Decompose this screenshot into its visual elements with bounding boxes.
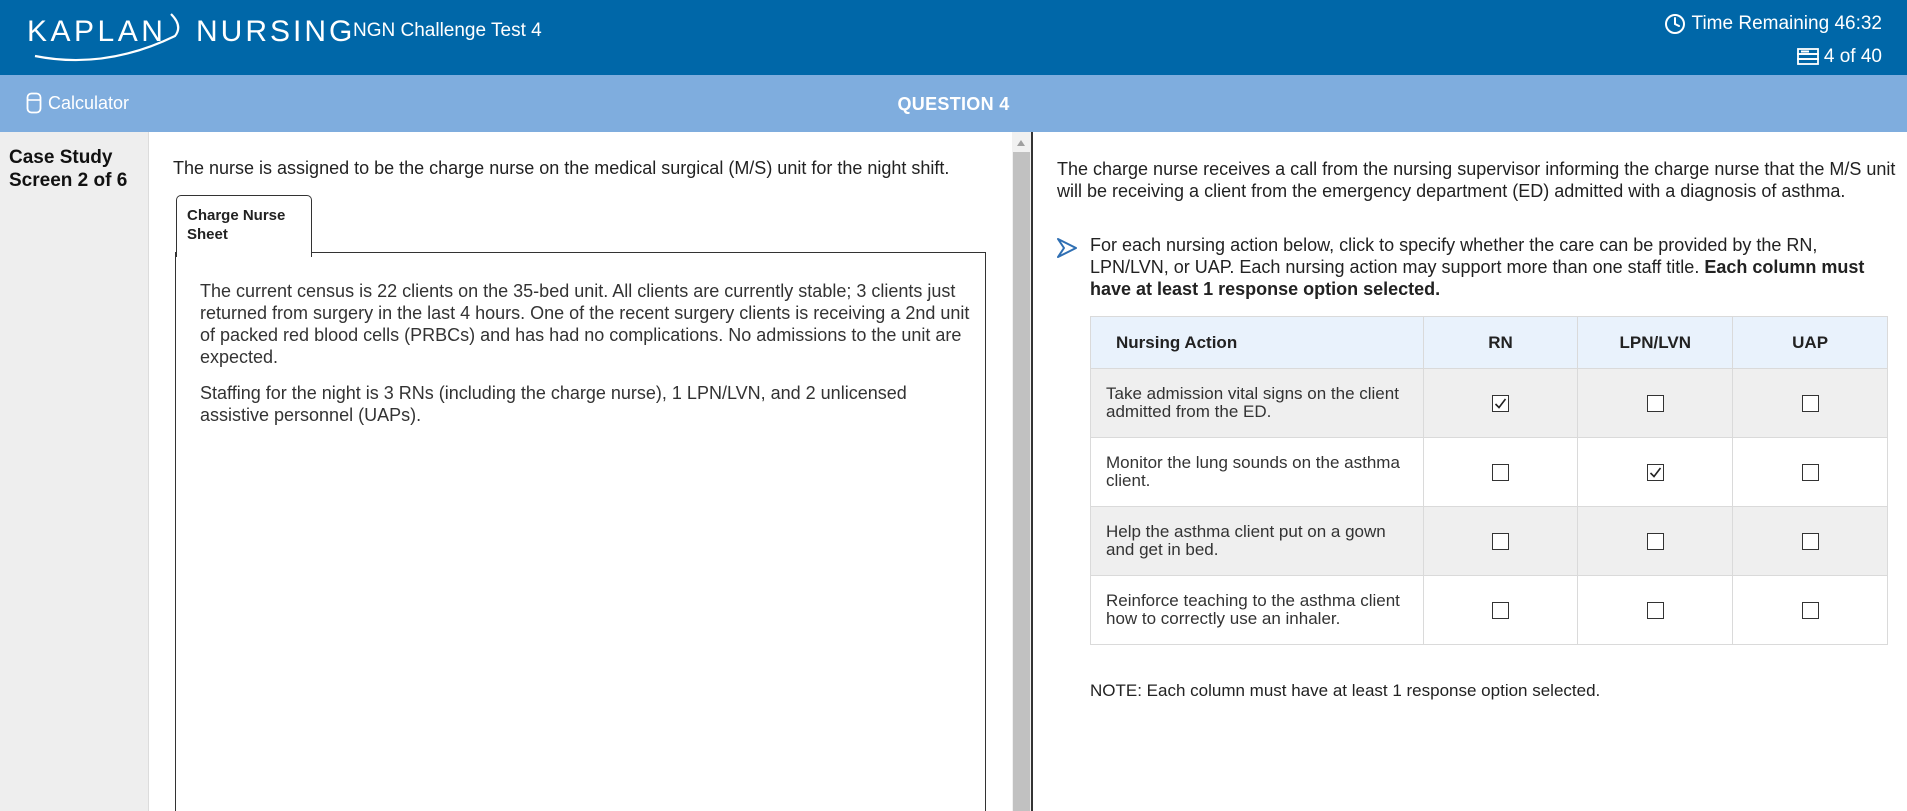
cell-rn [1423,507,1578,576]
toolbar [0,75,1907,132]
calculator-label: Calculator [48,92,130,113]
cell-uap [1733,438,1888,507]
nursing-action-cell: Reinforce teaching to the asthma client how to correctly use an inhaler. [1091,576,1424,645]
header-nursing-action: Nursing Action [1091,317,1424,369]
checkmark-icon [1649,466,1662,479]
instruction-bold-text: Each column must have at least 1 response option selected. [1090,257,1865,299]
tab-label-line1: Charge Nurse [187,207,286,224]
test-title: NGN Challenge Test 4 [353,20,542,41]
case-study-sidebar [0,132,149,811]
question-stack-icon [1796,47,1820,67]
scenario-text: The nurse is assigned to be the charge nurse on the medical surgical (M/S) unit for the night shift. [173,158,950,178]
cell-rn [1423,369,1578,438]
checkbox-lpn-lvn[interactable] [1647,395,1664,412]
question-instruction [1090,234,1880,300]
checkbox-rn[interactable] [1492,602,1509,619]
instruction-text: For each nursing action below, click to specify whether the care can be provided by the RN, LPN/LVN, or UAP. Each nursing action may support more than one staff title. [1090,235,1818,277]
case-study-pane [149,132,1012,811]
checkbox-uap[interactable] [1802,464,1819,481]
checkbox-rn[interactable] [1492,533,1509,550]
tab-charge-nurse-sheet[interactable] [176,195,312,257]
clock-icon [1664,13,1686,35]
logo-kaplan-text: KAPLAN [27,15,167,48]
checkbox-lpn-lvn[interactable] [1647,533,1664,550]
header-rn: RN [1423,317,1578,369]
nursing-action-cell: Monitor the lung sounds on the asthma client. [1091,438,1424,507]
scrollbar-thumb[interactable] [1013,152,1030,811]
cell-uap [1733,369,1888,438]
checkbox-uap[interactable] [1802,533,1819,550]
time-remaining [1664,13,1882,35]
header-lpn-lvn: LPN/LVN [1578,317,1733,369]
charge-nurse-sheet-panel [175,252,986,811]
question-pane [1033,132,1907,811]
cell-lpn-lvn [1578,576,1733,645]
top-header [0,0,1907,75]
cell-uap [1733,576,1888,645]
question-intro: The charge nurse receives a call from the nursing supervisor informing the charge nurse that the M/S unit will be receiving a client from the emergency department (ED) admitted with a diagnosis of asthma. [1057,159,1896,201]
instruction-arrow-icon [1055,236,1079,260]
cell-uap [1733,507,1888,576]
logo-nursing-text: NURSING [196,15,356,48]
case-study-line2: Screen 2 of 6 [9,170,128,191]
cell-lpn-lvn [1578,369,1733,438]
checkbox-uap[interactable] [1802,602,1819,619]
grid-header-row [1091,317,1888,369]
scroll-up-arrow-icon[interactable] [1017,140,1025,146]
header-uap: UAP [1733,317,1888,369]
case-study-line1: Case Study [9,147,113,168]
nursing-action-cell: Help the asthma client put on a gown and get in bed. [1091,507,1424,576]
left-pane-scrollbar[interactable] [1012,132,1031,811]
table-row [1091,507,1888,576]
cell-rn [1423,438,1578,507]
cell-lpn-lvn [1578,438,1733,507]
question-progress[interactable] [1796,46,1882,68]
note-text: NOTE: Each column must have at least 1 response option selected. [1090,681,1601,700]
checkbox-lpn-lvn[interactable] [1647,464,1664,481]
table-row [1091,576,1888,645]
tab-label-line2: Sheet [187,226,228,243]
nursing-action-cell: Take admission vital signs on the client admitted from the ED. [1091,369,1424,438]
question-progress-label: 4 of 40 [1823,46,1882,67]
table-row [1091,369,1888,438]
case-study-label [9,146,127,192]
census-paragraph: The current census is 22 clients on the 35-bed unit. All clients are currently stable; 3 clients just returned from surgery in the last 4 hours. One of the recent surgery clients is receiving a 2nd unit of packed red blood cells (PRBCs) and has had no complications. No admissions to the unit are expected. [200,281,970,367]
staffing-paragraph: Staffing for the night is 3 RNs (including the charge nurse), 1 LPN/LVN, and 2 unlicensed assistive personnel (UAPs). [200,383,907,425]
question-title: QUESTION 4 [897,94,1010,114]
cell-lpn-lvn [1578,507,1733,576]
kaplan-nursing-logo [27,8,356,64]
checkmark-icon [1494,397,1507,410]
checkbox-lpn-lvn[interactable] [1647,602,1664,619]
checkbox-uap[interactable] [1802,395,1819,412]
cell-rn [1423,576,1578,645]
time-remaining-label: Time Remaining 46:32 [1691,13,1882,34]
checkbox-rn[interactable] [1492,395,1509,412]
checkbox-rn[interactable] [1492,464,1509,481]
nursing-action-grid [1090,316,1888,645]
table-row [1091,438,1888,507]
